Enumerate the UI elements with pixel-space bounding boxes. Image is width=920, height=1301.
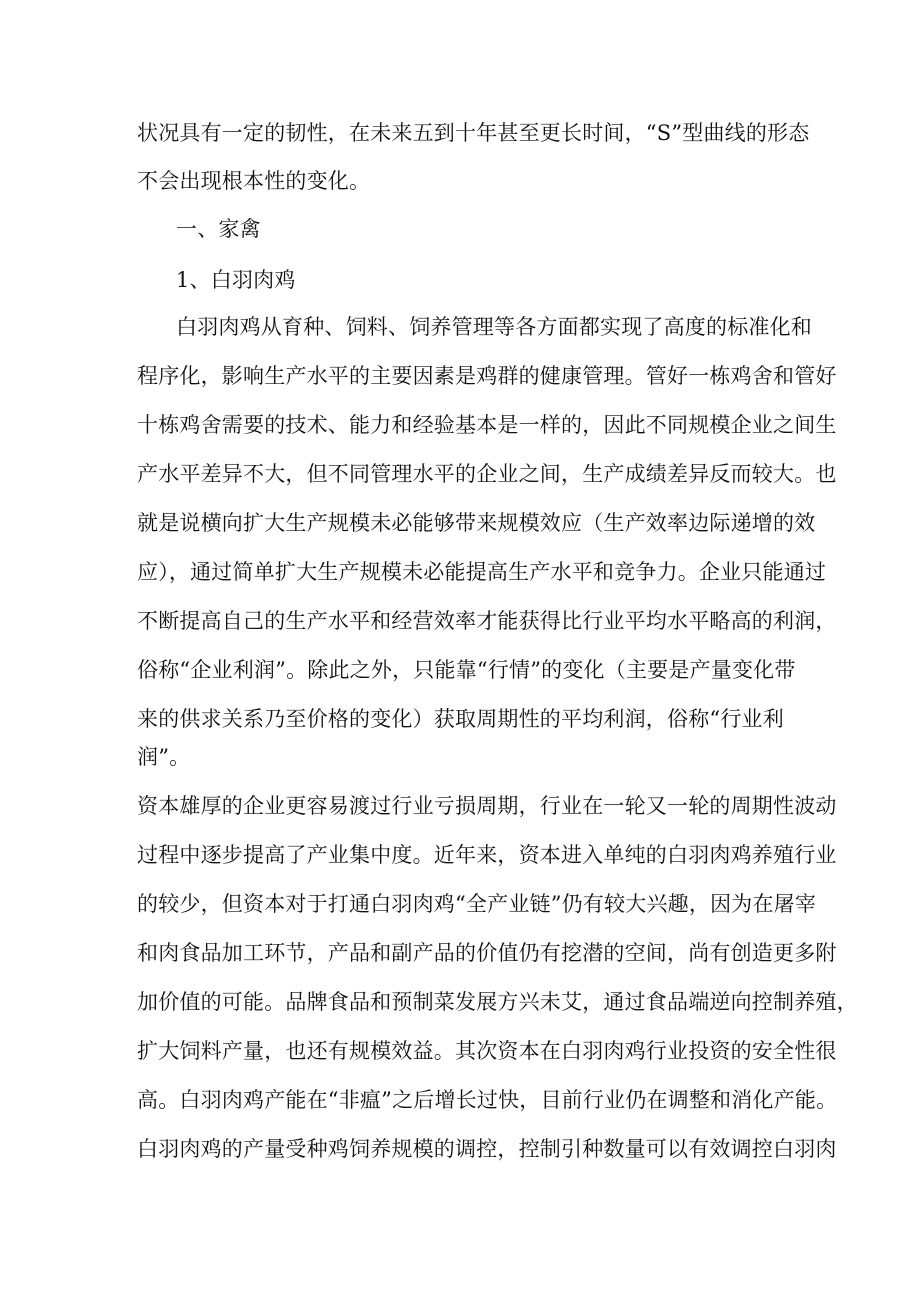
paragraph-1-line-2: 不会出现根本性的变化。 [137,169,371,193]
subsection-heading-white-feather-broiler: 1、白羽肉鸡 [176,268,296,292]
paragraph-2-line-1: 白羽肉鸡从育种、饲料、饲养管理等各方面都实现了高度的标准化和 [176,315,812,339]
paragraph-2-line-6: 应），通过简单扩大生产规模未必能提高生产水平和竞争力。企业只能通过 [137,560,827,584]
section-heading-poultry: 一、家禽 [176,217,261,241]
paragraph-3-line-8: 白羽肉鸡的产量受种鸡饲养规模的调控，控制引种数量可以有效调控白羽肉 [137,1137,837,1161]
paragraph-2-line-9: 来的供求关系乃至价格的变化）获取周期性的平均利润，俗称“行业利 [137,707,784,731]
paragraph-2-line-10: 润”。 [137,745,191,769]
paragraph-2-line-3: 十栋鸡舍需要的技术、能力和经验基本是一样的，因此不同规模企业之间生 [137,413,837,437]
paragraph-2-line-7: 不断提高自己的生产水平和经营效率才能获得比行业平均水平略高的利润， [137,609,837,633]
paragraph-2-line-8: 俗称“企业利润”。除此之外，只能靠“行情”的变化（主要是产量变化带 [137,658,796,682]
paragraph-3-line-4: 和肉食品加工环节，产品和副产品的价值仍有挖潜的空间，尚有创造更多附 [137,941,837,965]
paragraph-2-line-5: 就是说横向扩大生产规模未必能够带来规模效应（生产效率边际递增的效 [137,511,816,535]
paragraph-3-line-2: 过程中逐步提高了产业集中度。近年来，资本进入单纯的白羽肉鸡养殖行业 [137,843,837,867]
paragraph-3-line-5: 加价值的可能。品牌食品和预制菜发展方兴未艾，通过食品端逆向控制养殖， [137,990,858,1014]
paragraph-1-line-1: 状况具有一定的韧性，在未来五到十年甚至更长时间，“S”型曲线的形态 [137,121,810,145]
paragraph-2-line-2: 程序化，影响生产水平的主要因素是鸡群的健康管理。管好一栋鸡舍和管好 [137,364,837,388]
paragraph-3-line-3: 的较少，但资本对于打通白羽肉鸡“全产业链”仍有较大兴趣，因为在屠宰 [137,892,817,916]
paragraph-3-line-7: 高。白羽肉鸡产能在“非瘟”之后增长过快，目前行业仍在调整和消化产能。 [137,1088,838,1112]
paragraph-2-line-4: 产水平差异不大，但不同管理水平的企业之间，生产成绩差异反而较大。也 [137,462,837,486]
paragraph-3-line-1: 资本雄厚的企业更容易渡过行业亏损周期，行业在一轮又一轮的周期性波动 [137,794,837,818]
paragraph-3-line-6: 扩大饲料产量，也还有规模效益。其次资本在白羽肉鸡行业投资的安全性很 [137,1039,837,1063]
